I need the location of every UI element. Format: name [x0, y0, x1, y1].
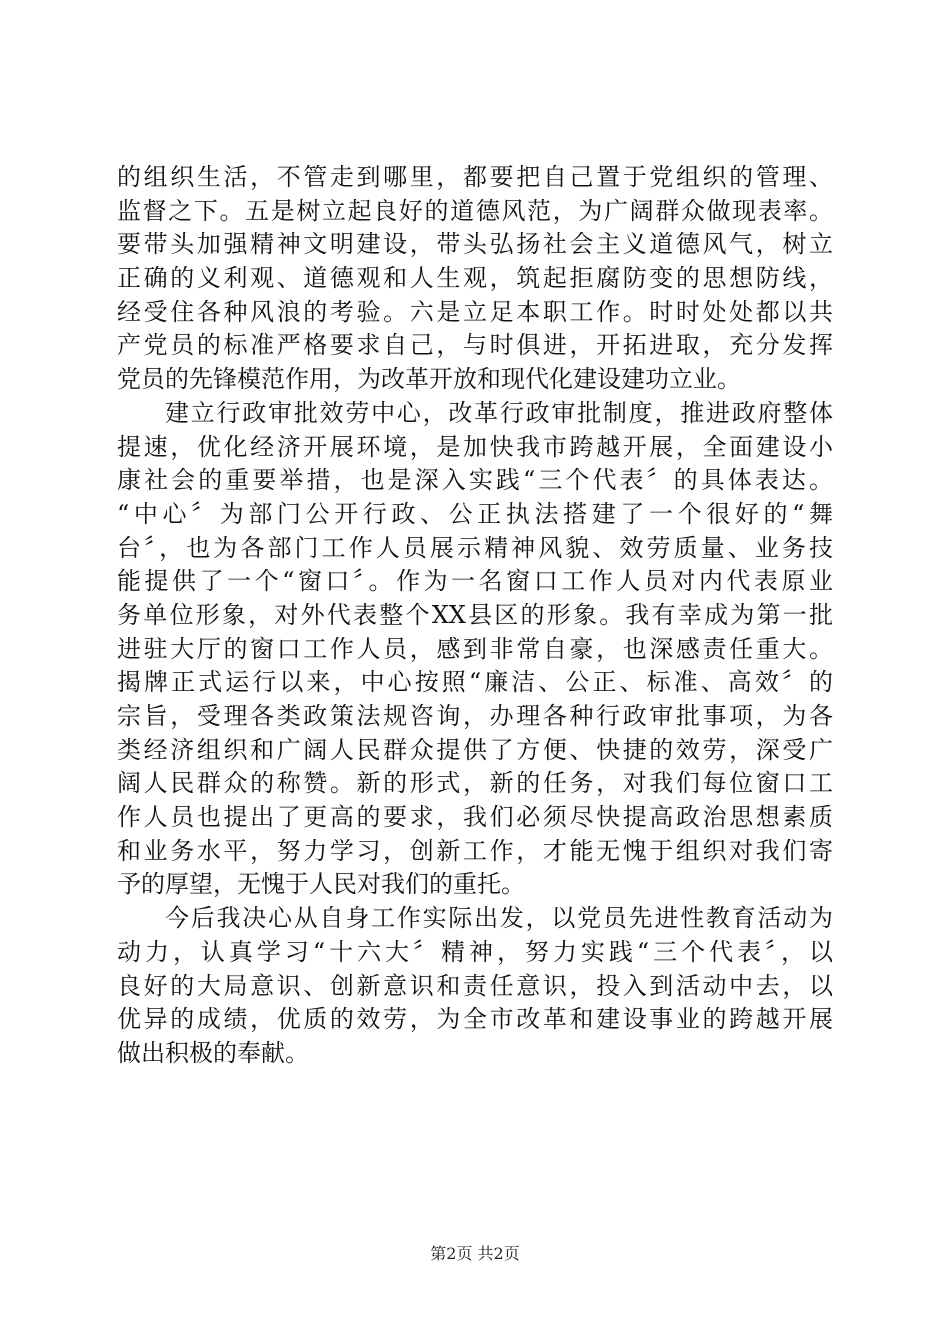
text-line: 作人员也提出了更高的要求，我们必须尽快提高政治思想素质	[117, 803, 833, 832]
page-number: 第2页 共2页	[430, 1244, 520, 1263]
body-text	[117, 161, 833, 1071]
paragraph-start-line: 今后我决心从自身工作实际出发，以党员先进性教育活动为	[165, 904, 833, 933]
text-line: 能提供了一个“窗口〞。作为一名窗口工作人员对内代表原业	[117, 567, 833, 596]
text-line: 宗旨，受理各类政策法规咨询，办理各种行政审批事项，为各	[117, 702, 833, 730]
text-line: 正确的义利观、道德观和人生观，筑起拒腐防变的思想防线，	[117, 264, 833, 293]
text-line: 动力，认真学习“十六大〞精神，努力实践“三个代表〞，以	[117, 937, 833, 966]
text-line: 阔人民群众的称赞。新的形式，新的任务，对我们每位窗口工	[117, 769, 833, 798]
text-line: 党员的先锋模范作用，为改革开放和现代化建设建功立业。	[117, 365, 741, 394]
text-line: “中心〞为部门公开行政、公正执法搭建了一个很好的“舞	[117, 499, 833, 528]
text-line: 类经济组织和广阔人民群众提供了方便、快捷的效劳，深受广	[117, 735, 833, 764]
text-line: 提速，优化经济开展环境，是加快我市跨越开展，全面建设小	[117, 432, 833, 461]
text-line: 做出积极的奉献。	[117, 1038, 309, 1067]
text-line: 和业务水平，努力学习，创新工作，才能无愧于组织对我们寄	[117, 836, 833, 865]
text-line: 进驻大厅的窗口工作人员，感到非常自豪，也深感责任重大。	[117, 634, 833, 663]
text-line: 监督之下。五是树立起良好的道德风范，为广阔群众做现表率。	[117, 196, 833, 225]
text-line: 产党员的标准严格要求自己，与时俱进，开拓进取，充分发挥	[117, 331, 833, 360]
text-line: 揭牌正式运行以来，中心按照“廉洁、公正、标准、高效〞的	[117, 668, 833, 697]
page-footer	[0, 1244, 950, 1264]
text-line: 优异的成绩，优质的效劳，为全市改革和建设事业的跨越开展	[117, 1005, 833, 1034]
text-line: 经受住各种风浪的考验。六是立足本职工作。时时处处都以共	[117, 297, 833, 326]
text-line: 要带头加强精神文明建设，带头弘扬社会主义道德风气，树立	[117, 230, 833, 259]
text-line: 良好的大局意识、创新意识和责任意识，投入到活动中去，以	[117, 971, 833, 1000]
text-line: 台〞，也为各部门工作人员展示精神风貌、效劳质量、业务技	[117, 533, 833, 562]
paragraph-start-line: 建立行政审批效劳中心，改革行政审批制度，推进政府整体	[165, 398, 833, 427]
text-line: 的组织生活，不管走到哪里，都要把自己置于党组织的管理、	[117, 163, 833, 191]
text-line: 务单位形象，对外代表整个XX县区的形象。我有幸成为第一批	[117, 600, 833, 629]
text-line: 康社会的重要举措，也是深入实践“三个代表〞的具体表达。	[117, 466, 833, 495]
text-line: 予的厚望，无愧于人民对我们的重托。	[117, 870, 525, 899]
